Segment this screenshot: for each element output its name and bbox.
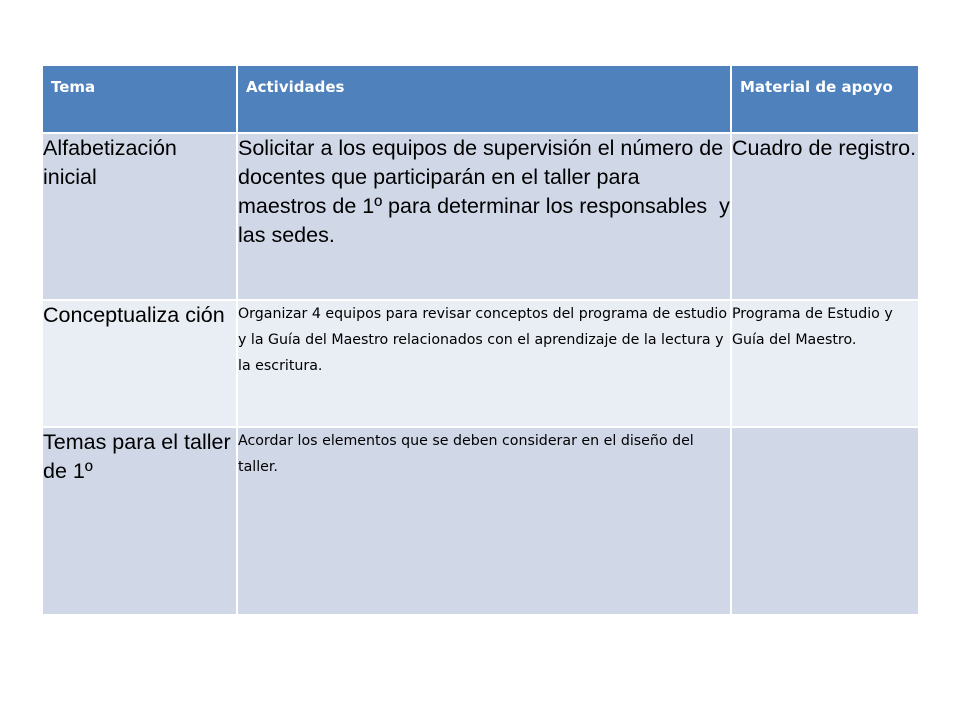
cell-material (731, 427, 919, 615)
header-material: Material de apoyo (731, 65, 919, 133)
header-actividades: Actividades (237, 65, 731, 133)
header-tema: Tema (42, 65, 237, 133)
table-header-row (42, 65, 919, 133)
cell-tema: Conceptualiza ción (42, 300, 237, 427)
cell-tema: Temas para el taller de 1º (42, 427, 237, 615)
cell-material: Cuadro de registro. (731, 133, 919, 300)
cell-actividades: Acordar los elementos que se deben considerar en el diseño del taller. (237, 427, 731, 615)
cell-tema: Alfabetización inicial (42, 133, 237, 300)
table-row (42, 300, 919, 427)
cell-material: Programa de Estudio y Guía del Maestro. (731, 300, 919, 427)
activities-table (41, 64, 920, 616)
table-row (42, 133, 919, 300)
cell-actividades: Solicitar a los equipos de supervisión el número de docentes que participarán en el taller para maestros de 1º para determinar los responsables y las sedes. (237, 133, 731, 300)
table-row (42, 427, 919, 615)
cell-actividades: Organizar 4 equipos para revisar conceptos del programa de estudio y la Guía del Maestro relacionados con el aprendizaje de la lectura y la escritura. (237, 300, 731, 427)
